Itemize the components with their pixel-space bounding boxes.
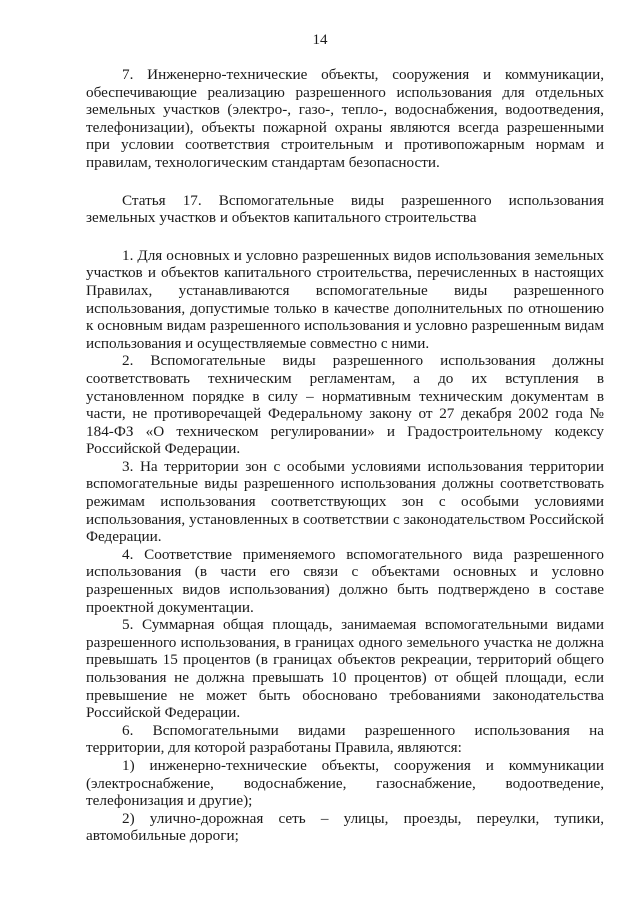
list-item-1: 1) инженерно-технические объекты, сооружения и коммуникации (электроснабжение, водоснабжение, газоснабжение, водоотведение, телефонизация и другие);: [86, 756, 604, 810]
spacer: [86, 172, 604, 192]
list-item-2: 2) улично-дорожная сеть – улицы, проезды, переулки, тупики, автомобильные дороги;: [86, 809, 604, 845]
article-heading: Статья 17. Вспомогательные виды разрешенного использования земельных участков и объектов капитального строительства: [86, 191, 604, 227]
paragraph-7: 7. Инженерно-технические объекты, сооружения и коммуникации, обеспечивающие реализацию разрешенного использования для отдельных земельных участков (электро-, газо-, тепло-, водоснабжения, водоотведения, телефонизации), объекты пожарной охраны являются всегда разрешенными при условии соответствия строительным и противопожарным нормам и правилам, технологическим стандартам безопасности.: [86, 66, 604, 171]
page-number: 14: [312, 32, 328, 48]
paragraph-5: 5. Суммарная общая площадь, занимаемая вспомогательными видами разрешенного использования, в границах одного земельного участка не должна превышать 15 процентов (в границах объектов рекреации, территорий общего пользования не должна превышать 10 процентов) от общей площади, если превышение не может быть обосновано требованиями законодательства Российской Федерации.: [86, 616, 604, 722]
spacer: [86, 227, 604, 247]
paragraph-3: 3. На территории зон с особыми условиями использования территории вспомогательные виды разрешенного использования должны соответствовать режимам использования соответствующих зон с особыми условиями использования, установленных в соответствии с законодательством Российской Федерации.: [86, 457, 604, 546]
paragraph-4: 4. Соответствие применяемого вспомогательного вида разрешенного использования (в части его связи с объектами основных и условно разрешенных видов использования) должно быть подтверждено в составе проектной документации.: [86, 545, 604, 616]
paragraph-2: 2. Вспомогательные виды разрешенного использования должны соответствовать техническим регламентам, а до их вступления в установленном порядке в силу – нормативным техническим документам в части, не противоречащей Федеральному закону от 27 декабря 2002 года № 184-ФЗ «О техническом регулировании» и Градостроительному кодексу Российской Федерации.: [86, 352, 604, 458]
paragraph-6: 6. Вспомогательными видами разрешенного использования на территории, для которой разработаны Правила, являются:: [86, 721, 604, 757]
document-body: [86, 66, 604, 845]
paragraph-1: 1. Для основных и условно разрешенных видов использования земельных участков и объектов капитального строительства, перечисленных в настоящих Правилах, устанавливаются вспомогательные виды разрешенного использования, допустимые только в качестве дополнительных по отношению к основным видам разрешенного использования и условно разрешенным видам использования и осуществляемые совместно с ними.: [86, 246, 604, 352]
